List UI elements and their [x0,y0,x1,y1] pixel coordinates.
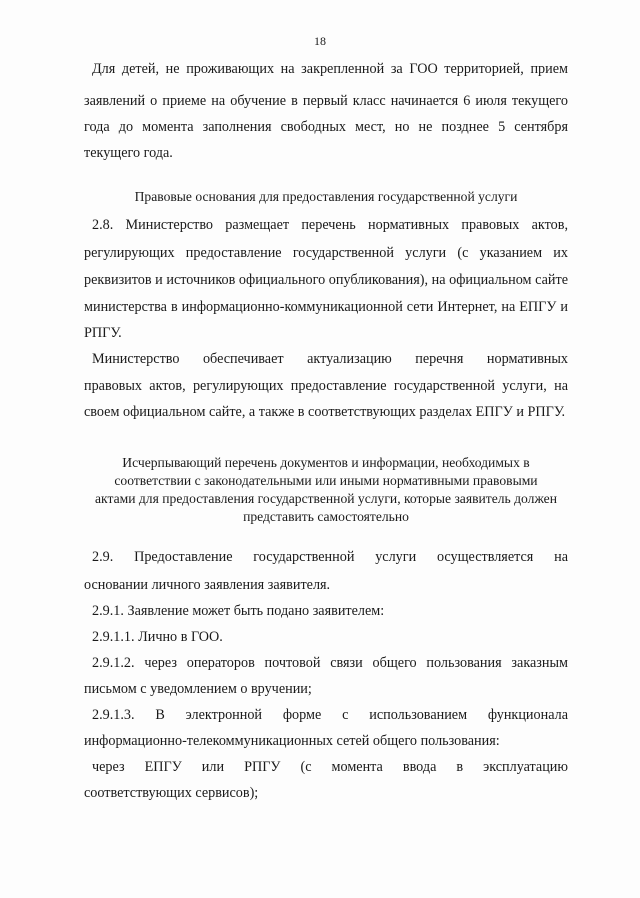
paragraph-line: заявлений о приеме на обучение в первый класс начинается 6 июля текущего [84,93,568,109]
paragraph-line: Для детей, не проживающих на закрепленной за ГОО территорией, прием [92,61,568,77]
section-heading-line: представить самостоятельно [243,509,409,524]
paragraph-line: через ЕПГУ или РПГУ (с момента ввода в эксплуатацию [92,759,568,775]
section-heading-line: актами для предоставления государственной услуги, которые заявитель должен [95,491,557,506]
page-number: 18 [314,34,326,48]
paragraph-line: Министерство обеспечивает актуализацию перечня нормативных [92,351,568,367]
paragraph-line: года до момента заполнения свободных мест, но не позднее 5 сентября [84,119,568,135]
paragraph-line: 2.9. Предоставление государственной услуги осуществляется на [92,549,568,565]
section-heading: Правовые основания для предоставления государственной услуги [134,189,518,204]
paragraph-line: основании личного заявления заявителя. [84,577,331,593]
paragraph-line: 2.8. Министерство размещает перечень нормативных правовых актов, [92,217,568,233]
paragraph-line: правовых актов, регулирующих предоставление государственной услуги, на [84,378,568,394]
paragraph-line: РПГУ. [84,325,122,341]
paragraph-line: письмом с уведомлением о вручении; [84,681,312,697]
paragraph-line: своем официальном сайте, а также в соответствующих разделах ЕПГУ и РПГУ. [84,404,566,420]
paragraph-line: министерства в информационно-коммуникационной сети Интернет, на ЕПГУ и [84,299,568,315]
paragraph-line: соответствующих сервисов); [84,785,259,801]
paragraph-line: 2.9.1.2. через операторов почтовой связи общего пользования заказным [92,655,568,671]
paragraph-line: текущего года. [84,145,173,161]
paragraph-line: 2.9.1.3. В электронной форме с использованием функционала [92,707,568,723]
paragraph-line: регулирующих предоставление государственной услуги (с указанием их [84,245,568,261]
section-heading-line: соответствии с законодательными или иными нормативными правовыми [114,473,538,488]
paragraph-line: 2.9.1. Заявление может быть подано заявителем: [92,603,385,619]
paragraph-line: 2.9.1.1. Лично в ГОО. [92,629,223,645]
paragraph-line: реквизитов и источников официального опубликования), на официальном сайте [84,272,568,288]
section-heading-line: Исчерпывающий перечень документов и информации, необходимых в [122,455,530,470]
paragraph-line: информационно-телекоммуникационных сетей общего пользования: [84,733,500,749]
